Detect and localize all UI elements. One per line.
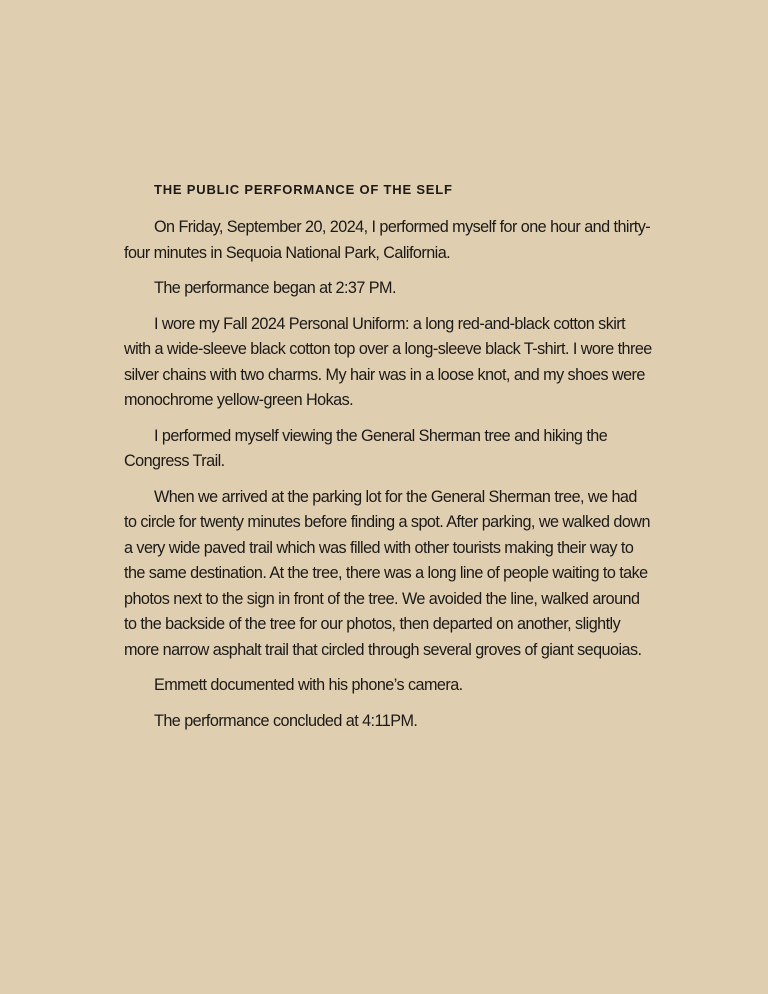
paragraph-start-time: The performance began at 2:37 PM. — [154, 279, 396, 297]
paragraph-documentation: Emmett documented with his phone’s camera. — [154, 676, 463, 694]
paragraph-narrative: When we arrived at the parking lot for the General Sherman tree, we had to circle for twenty minutes before finding a spot. After parking, we walked down a very wide paved trail which was filled with other tourists making their way to the same destination. At the tree, there was a long line of people waiting to take photos next to the sign in front of the tree. We avoided the line, walked around to the backside of the tree for our photos, then departed on another, slightly more narrow asphalt trail that circled through several groves of giant sequoias. — [124, 487, 650, 659]
paragraph-uniform: I wore my Fall 2024 Personal Uniform: a long red-and-black cotton skirt with a wide-sleeve black cotton top over a long-sleeve black T-shirt. I wore three silver chains with two charms. My hair was in a loose knot, and my shoes were monochrome yellow-green Hokas. — [124, 314, 652, 409]
paragraph-date-location: On Friday, September 20, 2024, I performed myself for one hour and thirty-four minutes in Sequoia National Park, California. — [124, 218, 651, 262]
paragraph-end-time: The performance concluded at 4:11PM. — [154, 711, 418, 730]
document-page — [124, 180, 652, 744]
paragraph-activity: I performed myself viewing the General Sherman tree and hiking the Congress Trail. — [124, 426, 608, 470]
document-heading: THE PUBLIC PERFORMANCE OF THE SELF — [154, 182, 453, 197]
